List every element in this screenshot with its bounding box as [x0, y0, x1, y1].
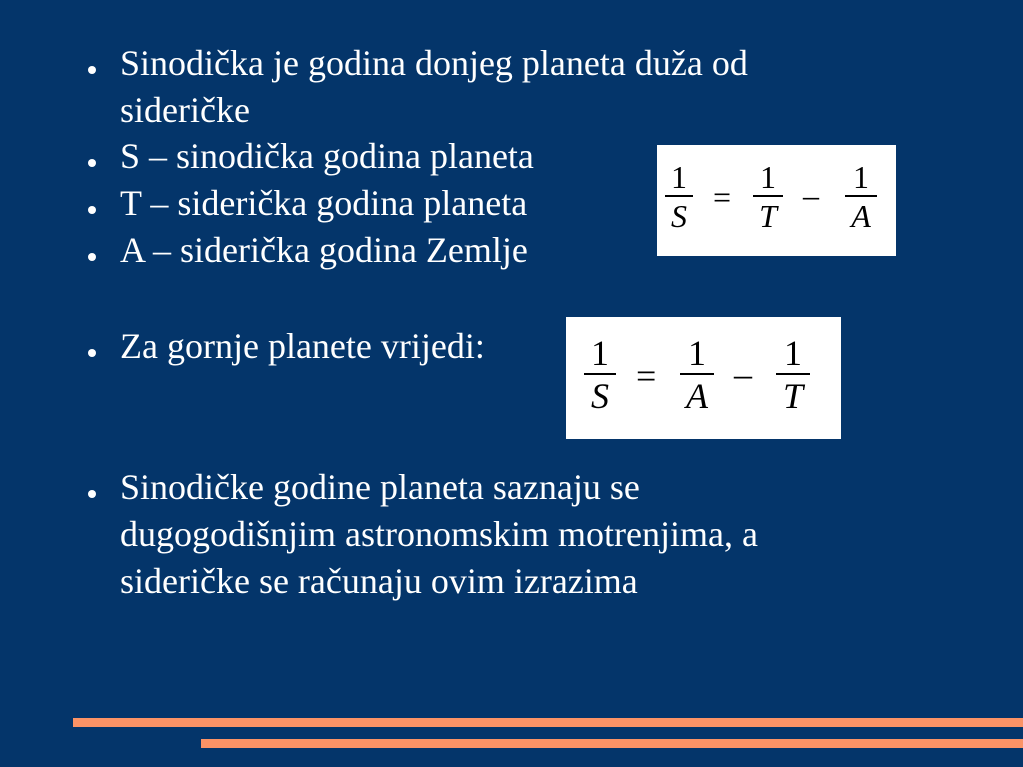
bullet-text: T – siderička godina planeta	[120, 183, 528, 223]
bullet-text: Za gornje planete vrijedi:	[120, 326, 485, 366]
denominator: S	[671, 198, 687, 234]
fraction-lhs	[665, 159, 693, 235]
numerator: 1	[591, 333, 609, 373]
fraction-term-2	[845, 159, 877, 235]
fraction-term-2	[776, 333, 810, 417]
bullet-text-continuation: sideričke se računaju ovim izrazima	[120, 561, 638, 601]
numerator: 1	[688, 333, 706, 373]
fraction-lhs	[584, 333, 616, 417]
equals-sign: =	[713, 179, 732, 215]
numerator: 1	[671, 159, 687, 195]
bullet-dot	[88, 349, 96, 357]
bullet-dot	[88, 490, 96, 498]
accent-line-top	[73, 718, 1023, 727]
numerator: 1	[784, 333, 802, 373]
denominator: T	[759, 198, 777, 234]
denominator: A	[851, 198, 871, 234]
bullet-dot	[88, 66, 96, 74]
bullet-text: Sinodičke godine planeta saznaju se	[120, 467, 640, 507]
minus-sign: –	[734, 354, 752, 394]
bullet-text-continuation: sideričke	[120, 90, 250, 130]
fraction-term-1	[680, 333, 714, 417]
numerator: 1	[853, 159, 869, 195]
bullet-dot	[88, 159, 96, 167]
formula-inferior-planets	[657, 145, 896, 256]
formula-superior-planets	[566, 317, 841, 439]
bullet-text: S – sinodička godina planeta	[120, 136, 534, 176]
bullet-text: Sinodička je godina donjeg planeta duža od	[120, 43, 748, 83]
numerator: 1	[760, 159, 776, 195]
bullet-text: A – siderička godina Zemlje	[120, 230, 528, 270]
bullet-text-continuation: dugogodišnjim astronomskim motrenjima, a	[120, 514, 758, 554]
bullet-dot	[88, 253, 96, 261]
accent-line-bottom	[201, 739, 1023, 748]
fraction-term-1	[753, 159, 783, 235]
minus-sign: –	[803, 177, 819, 213]
denominator: A	[686, 376, 708, 416]
bullet-dot	[88, 206, 96, 214]
denominator: S	[591, 376, 609, 416]
equals-sign: =	[636, 356, 657, 396]
denominator: T	[782, 376, 804, 416]
